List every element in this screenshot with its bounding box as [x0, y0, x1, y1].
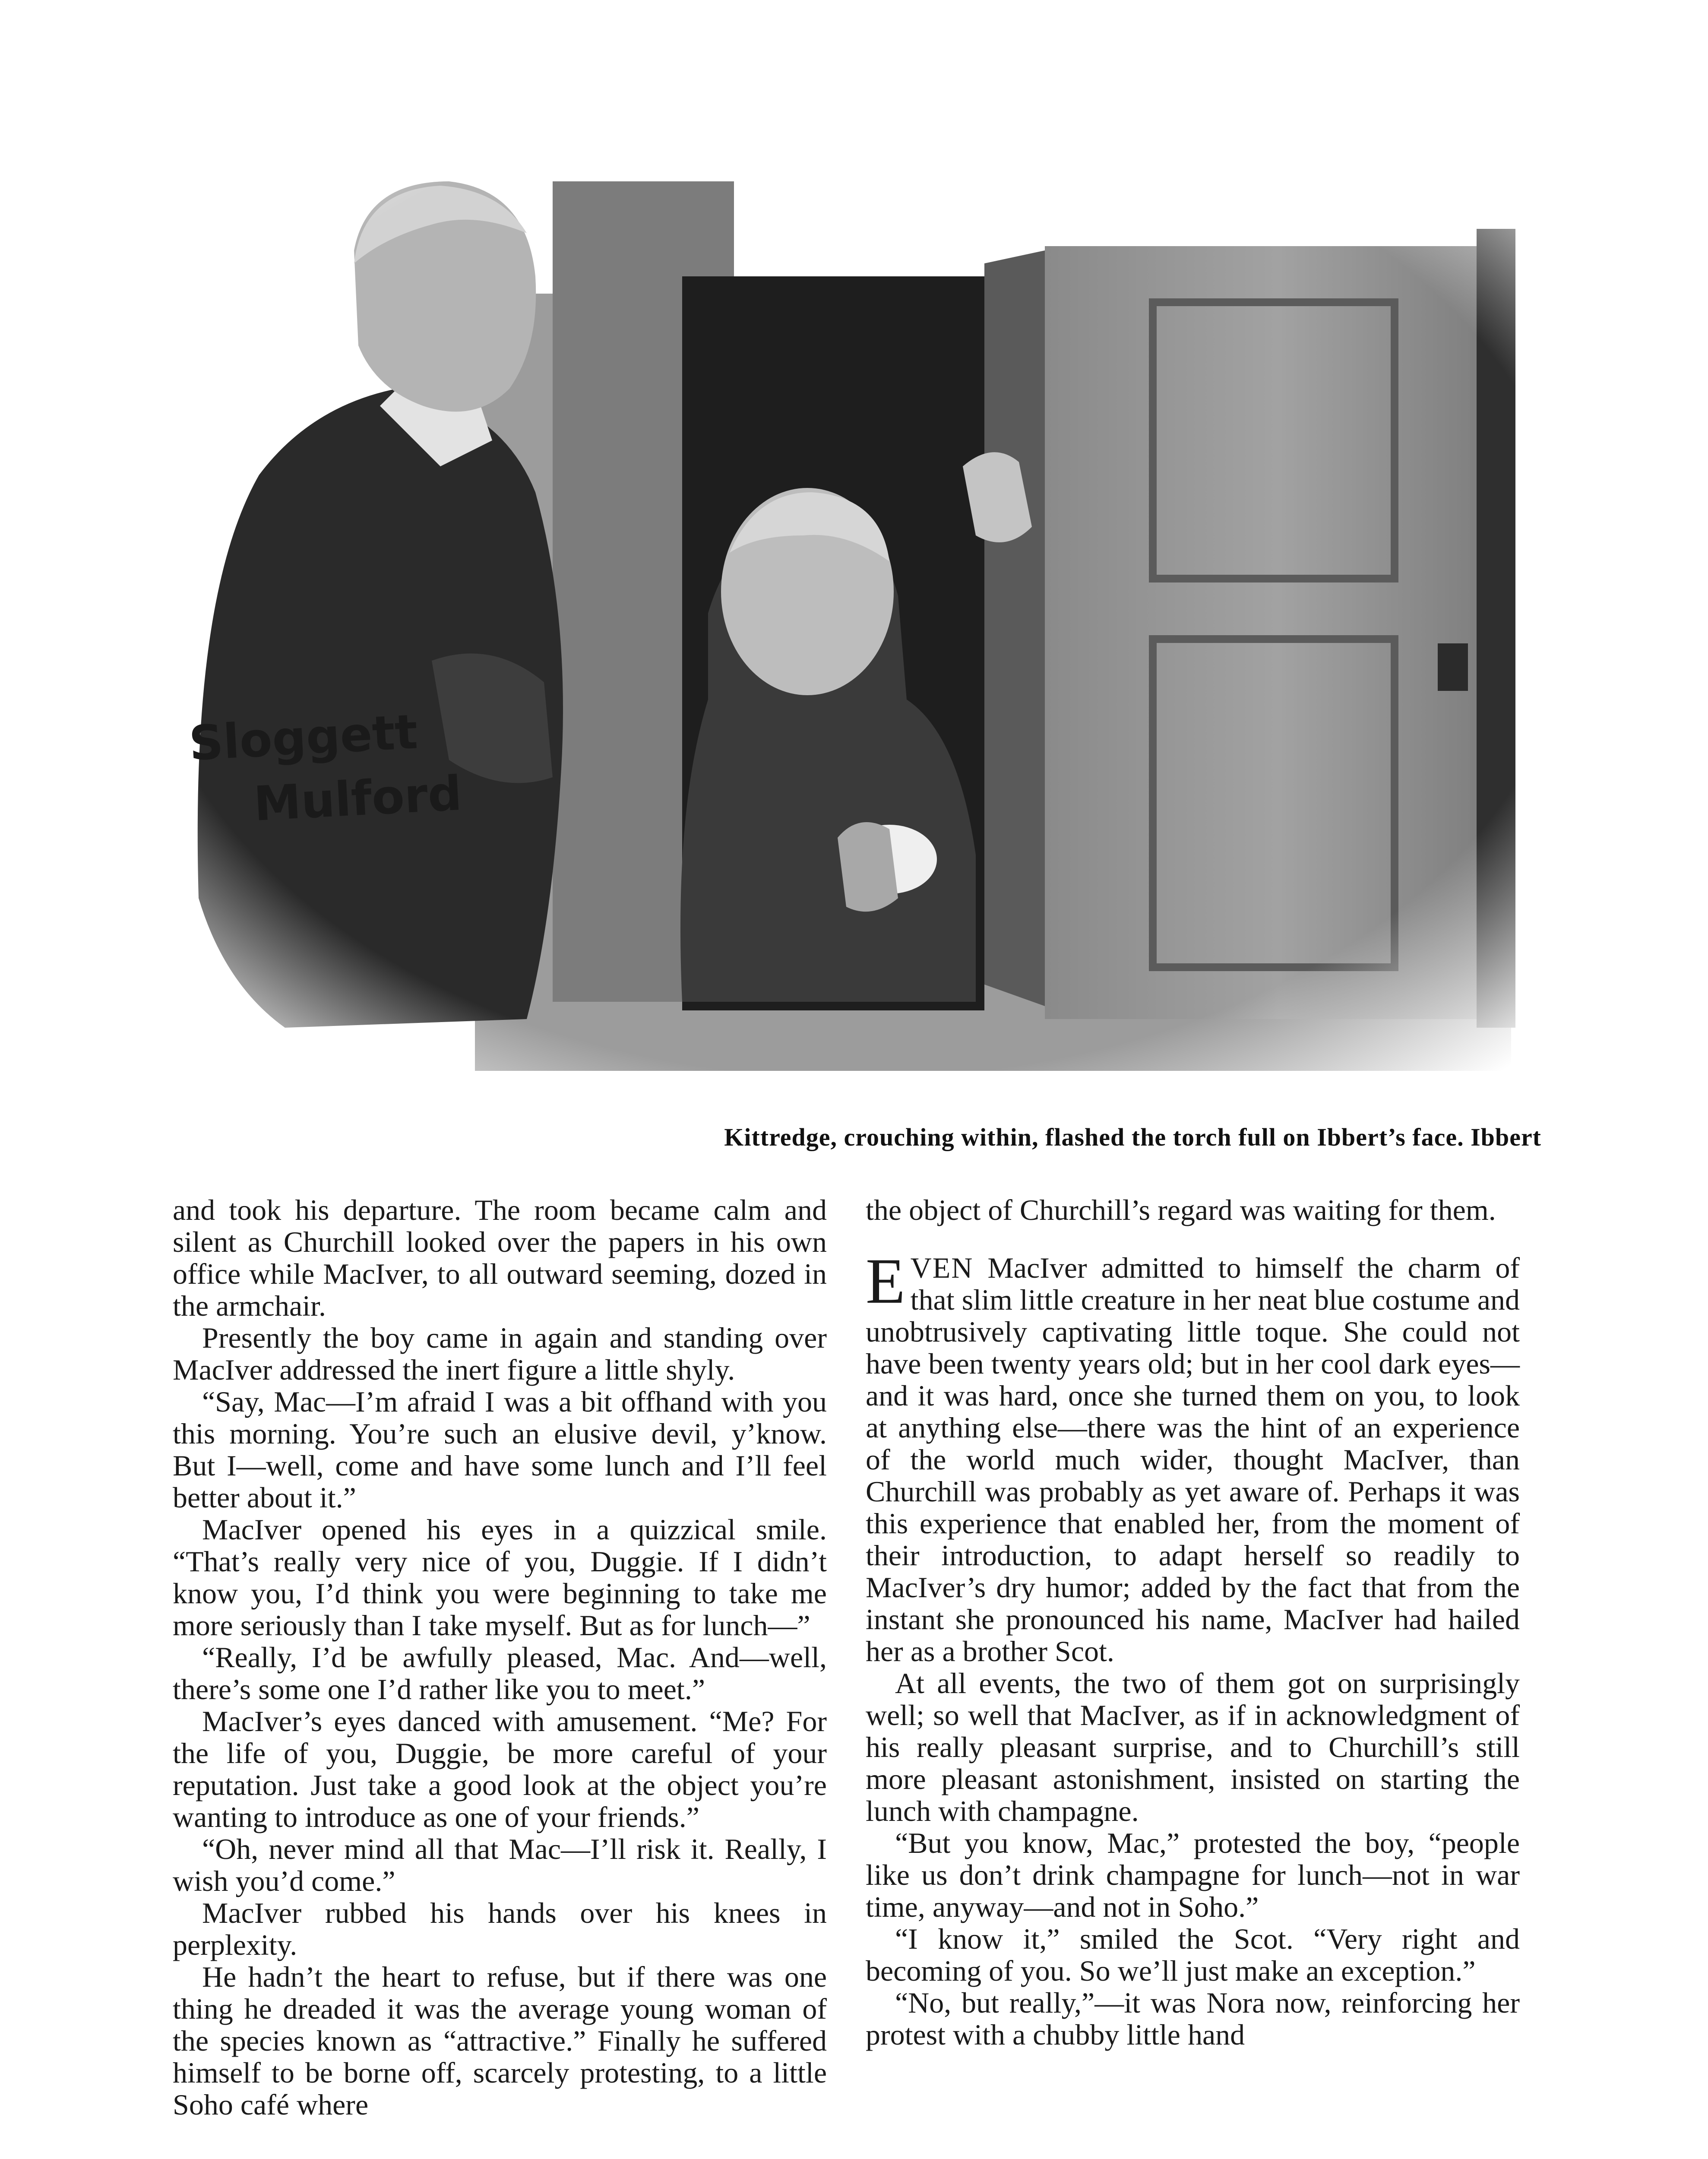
- paragraph: MacIver’s eyes danced with amusement. “Me? For the life of you, Duggie, be more careful of your reputation. Just take a good look at the object you’re wanting to introduce as one of your friends.”: [173, 1705, 827, 1833]
- paragraph: the object of Churchill’s regard was waiting for them.: [866, 1193, 1496, 1226]
- paragraph-text: MacIver admitted to himself the charm of that slim little creature in her neat blue costume and unobtrusively captivating little toque. She could not have been twenty years old; but in her cool dark eyes—and it was hard, once she turned them on you, to look at anything else—there was the hint of an experience of the world much wider, thought MacIver, than Churchill was probably as yet aware of. Perhaps it was this experience that enabled her, from the moment of their introduction, to adapt herself so readily to MacIver’s dry humor; added by the fact that from the instant she pronounced his name, MacIver had hailed her as a brother Scot.: [866, 1251, 1520, 1668]
- illustration-drawing: [173, 164, 1541, 1101]
- paragraph: “No, but really,”—it was Nora now, reinforcing her protest with a chubby little hand: [866, 1986, 1520, 2051]
- paragraph: “Oh, never mind all that Mac—I’ll risk it. Really, I wish you’d come.”: [173, 1833, 827, 1897]
- paragraph: He hadn’t the heart to refuse, but if there was one thing he dreaded it was the average young woman of the species known as “attractive.” Finally he suffered himself to be borne off, scarcely protesting, to a little Soho café where: [173, 1960, 827, 2121]
- paragraph: “But you know, Mac,” protested the boy, “people like us don’t drink champagne for lunch—not in war time, anyway—and not in Soho.”: [866, 1827, 1520, 1923]
- small-caps-lead: VEN: [910, 1251, 974, 1284]
- paragraph: “I know it,” smiled the Scot. “Very right and becoming of you. So we’ll just make an exception.”: [866, 1922, 1520, 1987]
- right-text-column: [866, 1194, 1520, 2051]
- paragraph: MacIver opened his eyes in a quizzical smile. “That’s really very nice of you, Duggie. If I didn’t know you, I’d think you were beginning to take me more seriously than I take myself. But as for lunch—”: [173, 1513, 827, 1642]
- illustration-caption: Kittredge, crouching within, flashed the torch full on Ibbert’s face. Ibbert: [724, 1123, 1541, 1151]
- left-text-column: [173, 1194, 827, 2121]
- paragraph: Presently the boy came in again and standing over MacIver addressed the inert figure a little shyly.: [173, 1321, 827, 1386]
- drop-cap: E: [866, 1245, 905, 1317]
- paragraph: “Really, I’d be awfully pleased, Mac. And—well, there’s some one I’d rather like you to meet.”: [173, 1641, 827, 1706]
- section-opening-paragraph: [866, 1245, 1520, 1668]
- paragraph: MacIver rubbed his hands over his knees in perplexity.: [173, 1896, 827, 1961]
- paragraph: and took his departure. The room became calm and silent as Churchill looked over the papers in his own office while MacIver, to all outward seeming, dozed in the armchair.: [173, 1193, 827, 1322]
- paragraph: At all events, the two of them got on surprisingly well; so well that MacIver, as if in acknowledgment of his really pleasant surprise, and to Churchill’s still more pleasant astonishment, insisted on starting the lunch with champagne.: [866, 1667, 1520, 1827]
- story-illustration: [173, 164, 1541, 1101]
- paragraph: “Say, Mac—I’m afraid I was a bit offhand with you this morning. You’re such an elusive devil, y’know. But I—well, come and have some lunch and I’ll feel better about it.”: [173, 1385, 827, 1514]
